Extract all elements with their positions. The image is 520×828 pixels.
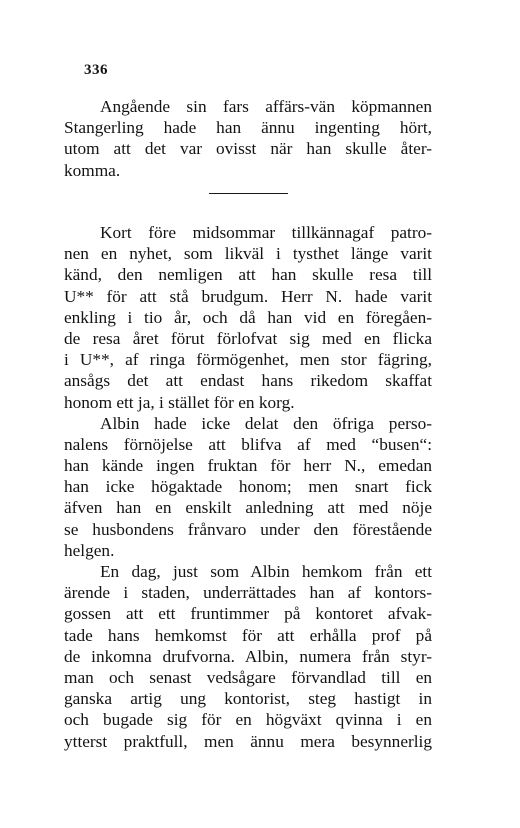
text-line: se husbondens frånvaro under den förestående [64, 519, 432, 539]
page-number: 336 [84, 62, 108, 78]
text-line: komma. [64, 160, 121, 180]
text-line: i U**, af ringa förmögenhet, men stor fägring, [64, 350, 432, 370]
section-divider [209, 193, 288, 194]
text-line: ansågs det att endast hans rikedom skaffat [64, 371, 432, 391]
text-line: honom ett ja, i stället för en korg. [64, 392, 295, 412]
text-line: Kort före midsommar tillkännagaf patro- [100, 223, 432, 242]
text-line: nen en nyhet, som likväl i tysthet länge varit [64, 244, 432, 264]
text-line: ganska artig ung kontorist, steg hastigt in [64, 689, 432, 709]
text-line: ärende i staden, underrättades han af kontors- [64, 583, 432, 603]
text-line: En dag, just som Albin hemkom från ett [100, 562, 432, 581]
text-line: gossen att ett fruntimmer på kontoret afvak- [64, 604, 432, 624]
text-line: Stangerling hade han ännu ingenting hört, [64, 118, 432, 138]
text-line: ytterst praktfull, men ännu mera besynnerlig [64, 731, 432, 751]
text-line: Albin hade icke delat den öfriga perso- [100, 413, 432, 433]
text-line: känd, den nemligen att han skulle resa till [64, 265, 432, 285]
text-line: Angående sin fars affärs-vän köpmannen [100, 97, 432, 116]
paragraph-intro [64, 96, 432, 181]
text-line: han kände ingen fruktan för herr N., emedan [64, 456, 432, 476]
text-line: enkling i tio år, och då han vid en föregåen- [64, 307, 432, 327]
text-line: tade hans hemkomst för att erhålla prof på [64, 625, 432, 645]
text-line: han icke högaktade honom; men snart fick [64, 477, 432, 497]
text-line: utom att det var ovisst när han skulle åter- [64, 139, 432, 159]
text-line: de inkomna drufvorna. Albin, numera från styr- [64, 646, 432, 666]
text-line: U** för att stå brudgum. Herr N. hade varit [64, 286, 432, 306]
text-line: man och senast vedsågare förvandlad till en [64, 667, 432, 687]
paragraph-group-main [64, 222, 432, 752]
text-line: och bugade sig för en högväxt qvinna i en [64, 710, 432, 730]
text-line: helgen. [64, 540, 115, 560]
text-line: nalens förnöjelse att blifva af med “busen“: [64, 434, 432, 454]
text-line: äfven han en enskilt anledning att med nöje [64, 498, 432, 518]
text-line: de resa året förut förlofvat sig med en flicka [64, 328, 432, 348]
